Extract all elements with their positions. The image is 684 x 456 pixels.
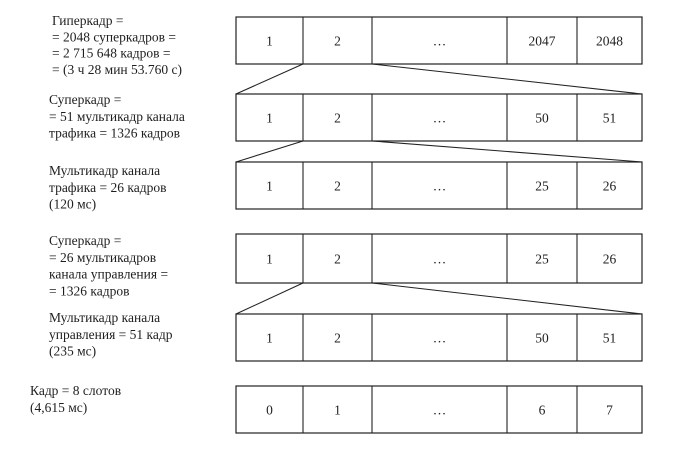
frame-row-5 [49, 310, 642, 361]
connector-line-6 [372, 283, 642, 314]
frame-cell-value: 51 [602, 110, 617, 126]
frame-cell-value: … [432, 178, 447, 194]
frame-cell-value: … [432, 110, 447, 126]
frame-cell-value: 25 [535, 178, 549, 194]
frame-rows [30, 13, 642, 433]
connector-line-3 [236, 141, 303, 162]
frame-row-2 [49, 92, 642, 141]
frame-cell-value: 7 [606, 402, 613, 418]
frame-cell-value: 50 [535, 330, 549, 346]
row-label-line: управления = 51 кадр [49, 326, 173, 342]
frame-cell-value: 2048 [596, 33, 623, 49]
row-label-line: Суперкадр = [49, 92, 122, 107]
row-label-line: = 2048 суперкадров = [52, 29, 176, 45]
frame-cell-value: 2 [334, 330, 341, 346]
row-label-line: Мультикадр канала [49, 163, 161, 178]
row-label [49, 233, 168, 298]
frame-cell-value: 6 [538, 402, 546, 418]
frame-row-3 [49, 162, 642, 212]
row-label-line: (235 мс) [49, 343, 97, 359]
connector-line-1 [236, 64, 303, 94]
frame-cell-value: 1 [266, 251, 273, 267]
row-label [49, 163, 166, 212]
frame-cell-value: 2 [334, 178, 341, 194]
row-label-line: = 26 мультикадров [49, 249, 157, 265]
frame-cell-value: 1 [266, 178, 273, 194]
connector-line-5 [236, 283, 303, 314]
frame-row-1 [52, 13, 642, 77]
connector-line-4 [372, 141, 642, 162]
row-label [30, 383, 121, 415]
frame-row-6 [30, 383, 642, 433]
frame-cell-value: 0 [266, 402, 273, 418]
frame-cell-value: 26 [602, 178, 617, 194]
frame-cell-value: … [432, 330, 447, 346]
row-label-line: = (3 ч 28 мин 53.760 с) [52, 61, 183, 77]
frame-cell-value: 2 [334, 110, 341, 126]
row-label [49, 310, 173, 359]
frame-cell-value: … [432, 33, 447, 49]
row-label-line: трафика = 26 кадров [49, 179, 167, 195]
row-label-line: трафика = 1326 кадров [49, 125, 180, 141]
frame-cell-value: 1 [266, 330, 273, 346]
frame-cell-value: 1 [266, 110, 273, 126]
frame-cell-value: 2047 [528, 33, 556, 49]
row-label-line: Кадр = 8 слотов [30, 383, 122, 398]
frame-cell-value: 25 [535, 251, 549, 267]
frame-cell-value: 26 [602, 251, 617, 267]
row-label-line: Суперкадр = [49, 233, 122, 248]
frame-cell-value: 1 [266, 33, 273, 49]
frame-cell-value: 2 [334, 33, 341, 49]
frame-cell-value: … [432, 402, 447, 418]
frame-cell-value: … [432, 251, 447, 267]
frame-cell-value: 51 [602, 330, 617, 346]
row-label [49, 92, 185, 141]
frame-cell-value: 1 [334, 402, 341, 418]
row-label-line: = 51 мультикадр канала [49, 108, 185, 124]
row-label-line: = 1326 кадров [49, 283, 130, 299]
row-label-line: (4,615 мс) [30, 399, 88, 415]
row-label-line: Мультикадр канала [49, 310, 161, 325]
row-label-line: (120 мс) [49, 196, 97, 212]
row-label-line: канала управления = [49, 266, 169, 282]
connector-line-2 [372, 64, 642, 94]
frame-cell-value: 2 [334, 251, 341, 267]
frame-row-4 [49, 233, 642, 298]
row-label-line: = 2 715 648 кадров = [52, 45, 171, 61]
row-label [52, 13, 182, 77]
frame-cell-value: 50 [535, 110, 549, 126]
row-label-line: Гиперкадр = [52, 13, 124, 28]
